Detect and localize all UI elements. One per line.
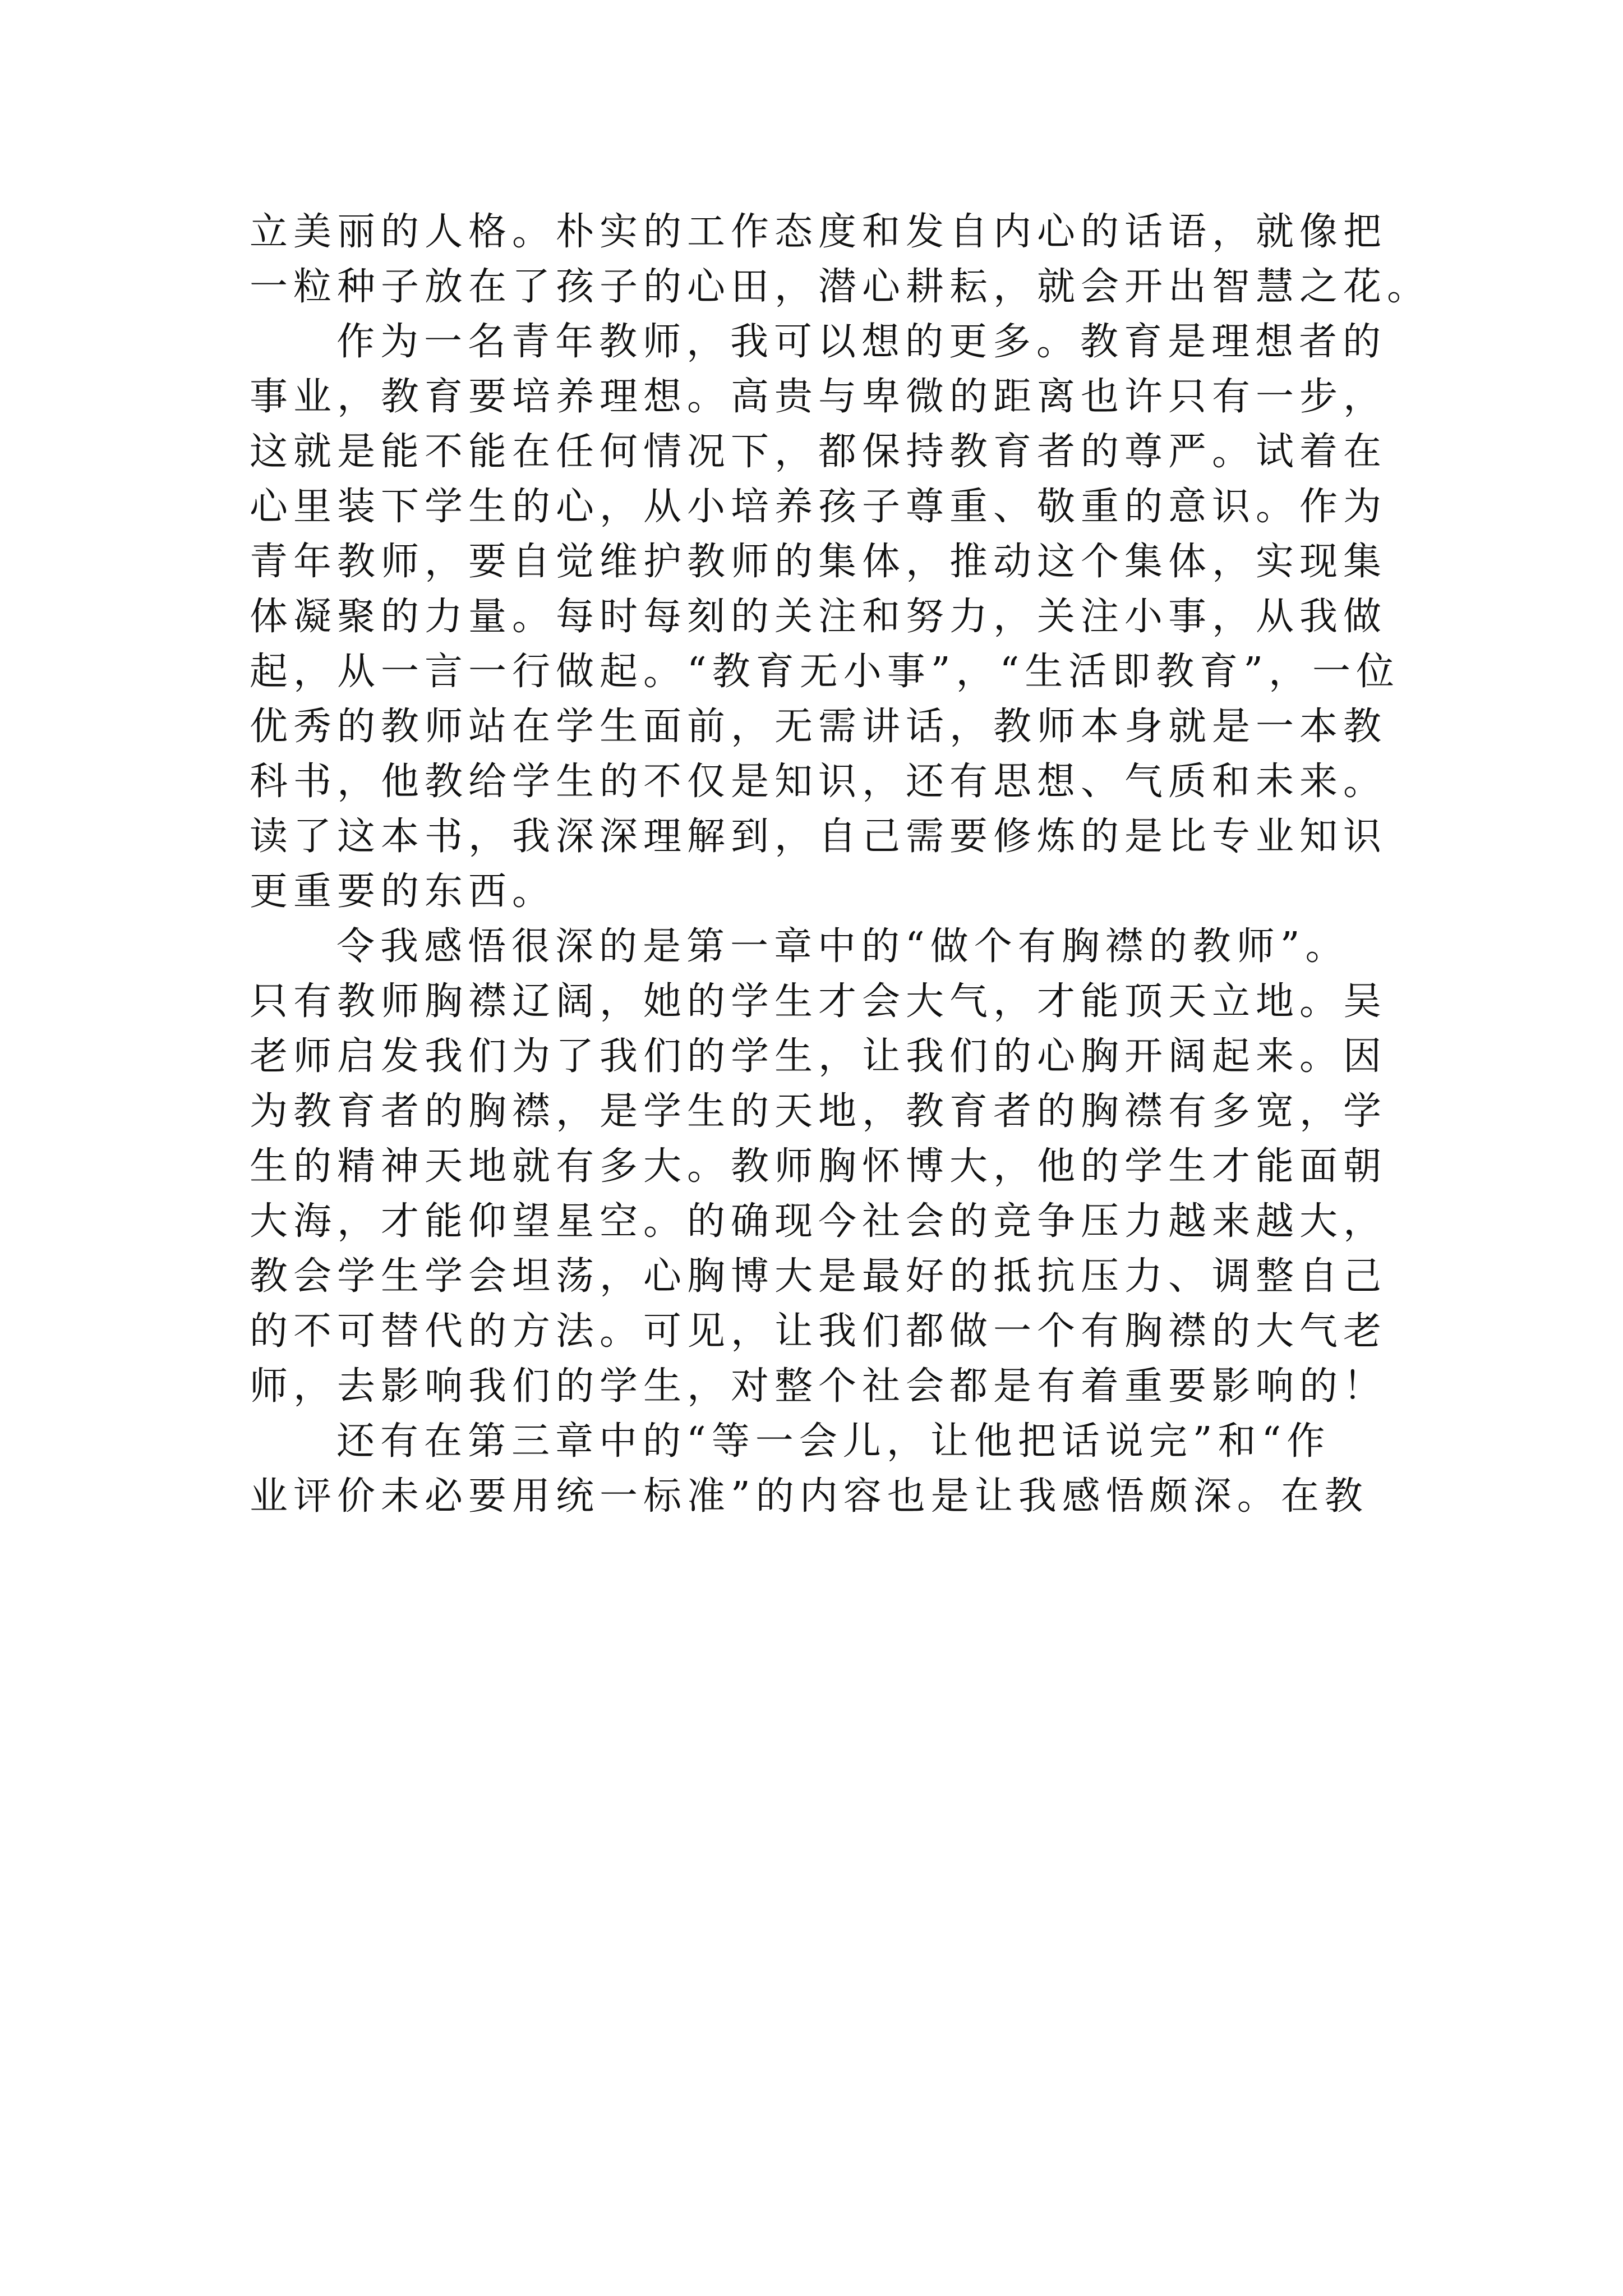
text-line: 更重要的东西。	[250, 869, 556, 914]
text-line: 一粒种子放在了孩子的心田，潜心耕耘，就会开出智慧之花。	[250, 265, 1431, 309]
text-line: 青年教师，要自觉维护教师的集体，推动这个集体，实现集	[250, 540, 1387, 584]
text-line: 体凝聚的力量。每时每刻的关注和努力，关注小事，从我做	[250, 595, 1387, 639]
text-line: 还有在第三章中的“等一会儿，让他把话说完”和“作	[336, 1419, 1331, 1464]
text-line: 业评价未必要用统一标准”的内容也是让我感悟颇深。在教	[250, 1474, 1368, 1519]
text-line: 起，从一言一行做起。“教育无小事”，“生活即教育”，一位	[250, 650, 1400, 694]
text-line: 为教育者的胸襟，是学生的天地，教育者的胸襟有多宽，学	[250, 1089, 1387, 1134]
text-line: 生的精神天地就有多大。教师胸怀博大，他的学生才能面朝	[250, 1144, 1387, 1189]
text-line: 立美丽的人格。朴实的工作态度和发自内心的话语，就像把	[250, 210, 1387, 254]
text-line: 令我感悟很深的是第一章中的“做个有胸襟的教师”。	[336, 924, 1349, 969]
text-line: 的不可替代的方法。可见，让我们都做一个有胸襟的大气老	[250, 1309, 1387, 1354]
text-line: 大海，才能仰望星空。的确现今社会的竞争压力越来越大，	[250, 1199, 1387, 1244]
text-line: 这就是能不能在任何情况下，都保持教育者的尊严。试着在	[250, 430, 1387, 474]
text-line: 心里装下学生的心，从小培养孩子尊重、敬重的意识。作为	[250, 485, 1387, 529]
text-line: 读了这本书，我深深理解到，自己需要修炼的是比专业知识	[250, 815, 1387, 859]
text-line: 教会学生学会坦荡，心胸博大是最好的抵抗压力、调整自己	[250, 1254, 1387, 1299]
text-line: 老师启发我们为了我们的学生，让我们的心胸开阔起来。因	[250, 1034, 1387, 1079]
body-text	[250, 205, 1431, 1524]
text-line: 事业，教育要培养理想。高贵与卑微的距离也许只有一步，	[250, 375, 1387, 419]
text-line: 只有教师胸襟辽阔，她的学生才会大气，才能顶天立地。吴	[250, 979, 1387, 1024]
text-line: 优秀的教师站在学生面前，无需讲话，教师本身就是一本教	[250, 705, 1387, 749]
text-line: 师，去影响我们的学生，对整个社会都是有着重要影响的！	[250, 1364, 1387, 1409]
text-line: 科书，他教给学生的不仅是知识，还有思想、气质和未来。	[250, 760, 1387, 804]
text-line: 作为一名青年教师，我可以想的更多。教育是理想者的	[336, 320, 1387, 364]
